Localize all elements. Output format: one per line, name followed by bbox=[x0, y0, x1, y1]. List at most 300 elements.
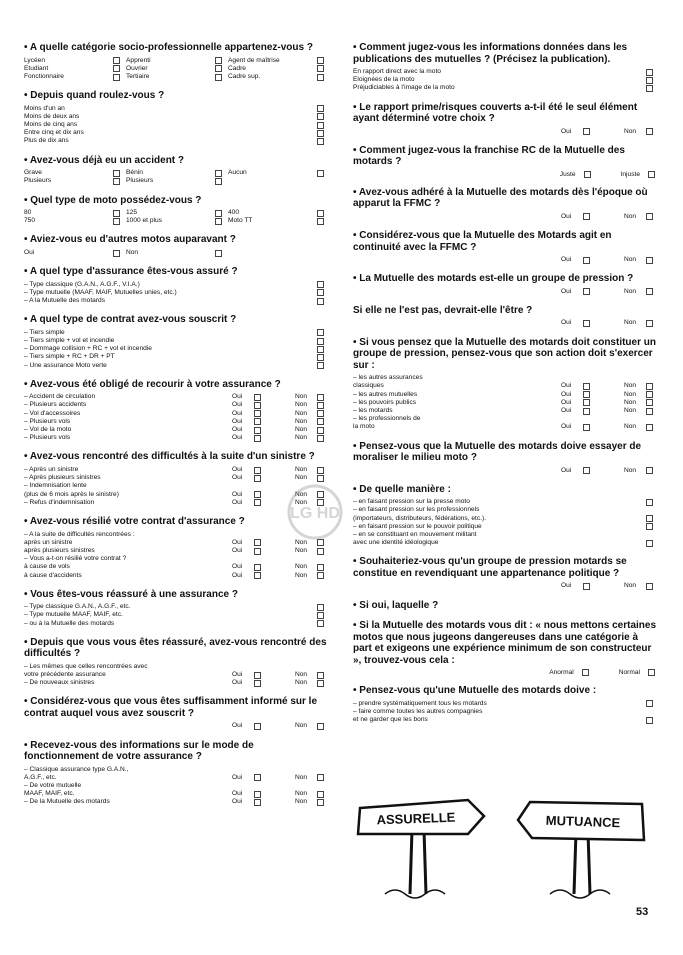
yes-no-answer bbox=[232, 790, 330, 798]
non-label: Non bbox=[295, 417, 308, 425]
option-label: (plus de 6 mois après le sinistre) bbox=[24, 490, 119, 498]
option-answer bbox=[646, 85, 659, 92]
pair-checkbox-a[interactable] bbox=[582, 669, 589, 676]
option-checkbox[interactable] bbox=[317, 113, 324, 120]
option-checkbox[interactable] bbox=[113, 218, 120, 225]
non-checkbox[interactable] bbox=[646, 467, 653, 474]
yes-no-row bbox=[353, 319, 659, 327]
oui-checkbox[interactable] bbox=[583, 213, 590, 220]
option-row bbox=[24, 113, 330, 121]
option-label: – les autres mutuelles bbox=[353, 390, 418, 398]
option-checkbox[interactable] bbox=[113, 210, 120, 217]
yes-no-row bbox=[353, 423, 659, 431]
non-checkbox[interactable] bbox=[317, 680, 324, 687]
question-section bbox=[24, 234, 330, 257]
yes-no-row bbox=[24, 418, 330, 426]
option-label: avec une identité idéologique bbox=[353, 539, 439, 547]
yes-no-row bbox=[24, 426, 330, 434]
non-label: Non bbox=[624, 390, 637, 398]
option-checkbox[interactable] bbox=[215, 170, 222, 177]
option-checkbox[interactable] bbox=[646, 77, 653, 84]
option-label: – en faisant pression sur les professionnels bbox=[353, 506, 480, 514]
question-text: • Le rapport prime/risques couverts a-t-il été le seul élément ayant déterminé votre choix ? bbox=[353, 101, 638, 125]
option-answer bbox=[317, 362, 330, 369]
question-section bbox=[24, 314, 330, 370]
oui-checkbox[interactable] bbox=[583, 391, 590, 398]
yes-no-row bbox=[353, 374, 659, 382]
option-label: Bénin bbox=[126, 169, 143, 177]
option-label: A.G.F., etc. bbox=[24, 773, 57, 781]
yes-no-answer bbox=[561, 582, 659, 590]
non-checkbox[interactable] bbox=[317, 572, 324, 579]
non-label: Non bbox=[295, 671, 308, 679]
yes-no-answer bbox=[561, 382, 659, 390]
option-checkbox[interactable] bbox=[646, 515, 653, 522]
non-checkbox[interactable] bbox=[646, 257, 653, 264]
option-cell bbox=[228, 65, 330, 73]
sign-right bbox=[518, 802, 644, 898]
oui-checkbox[interactable] bbox=[583, 408, 590, 415]
pair-label-b: Normal bbox=[618, 669, 640, 677]
option-checkbox[interactable] bbox=[317, 74, 324, 81]
non-checkbox[interactable] bbox=[646, 383, 653, 390]
option-label: Entre cinq et dix ans bbox=[24, 129, 84, 137]
option-label: Plusieurs bbox=[24, 177, 52, 185]
question-section bbox=[24, 589, 330, 628]
oui-checkbox[interactable] bbox=[254, 680, 261, 687]
option-checkbox[interactable] bbox=[113, 178, 120, 185]
oui-checkbox[interactable] bbox=[583, 320, 590, 327]
option-cell bbox=[24, 57, 126, 65]
oui-checkbox[interactable] bbox=[583, 128, 590, 135]
oui-label: Oui bbox=[232, 434, 243, 442]
oui-checkbox[interactable] bbox=[254, 672, 261, 679]
option-label: MAAF, MAIF, etc. bbox=[24, 790, 75, 798]
option-checkbox[interactable] bbox=[317, 57, 324, 64]
non-checkbox[interactable] bbox=[317, 672, 324, 679]
option-checkbox[interactable] bbox=[646, 700, 653, 707]
yes-no-row bbox=[353, 582, 659, 590]
oui-checkbox[interactable] bbox=[583, 424, 590, 431]
question-section bbox=[24, 42, 330, 81]
yes-no-row bbox=[353, 391, 659, 399]
option-checkbox[interactable] bbox=[113, 74, 120, 81]
option-answer bbox=[317, 122, 330, 129]
question-text: • Depuis quand roulez-vous ? bbox=[24, 90, 165, 102]
option-row bbox=[24, 281, 330, 289]
oui-checkbox[interactable] bbox=[254, 774, 261, 781]
option-checkbox[interactable] bbox=[317, 170, 324, 177]
question-section bbox=[353, 620, 659, 676]
pair-checkbox-b[interactable] bbox=[648, 669, 655, 676]
question-section bbox=[353, 600, 659, 612]
option-label: Eloignées de la moto bbox=[353, 76, 415, 84]
oui-checkbox[interactable] bbox=[254, 564, 261, 571]
pair-answer bbox=[353, 669, 659, 676]
option-label: – prendre systématiquement tous les motards bbox=[353, 699, 487, 707]
option-cell bbox=[126, 65, 228, 73]
option-label: Moins d'un an bbox=[24, 104, 65, 112]
option-checkbox[interactable] bbox=[646, 540, 653, 547]
non-checkbox[interactable] bbox=[317, 467, 324, 474]
yes-no-row bbox=[24, 401, 330, 409]
yes-no-answer bbox=[561, 467, 659, 475]
option-answer bbox=[646, 515, 659, 522]
option-checkbox[interactable] bbox=[113, 250, 120, 257]
option-label: – Après plusieurs sinistres bbox=[24, 474, 101, 482]
option-cell bbox=[24, 249, 126, 257]
option-answer bbox=[317, 354, 330, 361]
oui-checkbox[interactable] bbox=[254, 394, 261, 401]
yes-no-answer bbox=[561, 407, 659, 415]
option-checkbox[interactable] bbox=[317, 65, 324, 72]
question-section bbox=[353, 556, 659, 590]
option-label: Moto TT bbox=[228, 217, 253, 225]
question-section bbox=[24, 379, 330, 443]
option-checkbox[interactable] bbox=[317, 210, 324, 217]
pair-label-b: Injuste bbox=[620, 170, 640, 178]
oui-label: Oui bbox=[561, 390, 572, 398]
oui-label: Oui bbox=[232, 490, 243, 498]
non-checkbox[interactable] bbox=[646, 128, 653, 135]
pair-checkbox-b[interactable] bbox=[648, 171, 655, 178]
option-answer bbox=[646, 77, 659, 84]
yes-no-answer bbox=[232, 393, 330, 401]
option-checkbox[interactable] bbox=[317, 218, 324, 225]
non-checkbox[interactable] bbox=[317, 564, 324, 571]
question-text: • Souhaiteriez-vous qu'un groupe de pression motards se constitue en revendiquant une appartenance politique ? bbox=[353, 556, 627, 579]
question-text: • Pensez-vous que la Mutuelle des motards doive essayer de moraliser le milieu moto ? bbox=[353, 440, 642, 464]
option-checkbox[interactable] bbox=[215, 210, 222, 217]
left-column bbox=[24, 42, 330, 816]
option-checkbox[interactable] bbox=[317, 346, 324, 353]
signs-illustration bbox=[350, 790, 660, 900]
non-checkbox[interactable] bbox=[317, 791, 324, 798]
oui-checkbox[interactable] bbox=[583, 583, 590, 590]
question-section bbox=[24, 637, 330, 688]
yes-no-row bbox=[24, 410, 330, 418]
non-label: Non bbox=[295, 434, 308, 442]
non-checkbox[interactable] bbox=[317, 548, 324, 555]
option-checkbox[interactable] bbox=[113, 57, 120, 64]
option-label: – Tiers simple bbox=[24, 328, 65, 336]
yes-no-answer bbox=[232, 798, 330, 806]
option-checkbox[interactable] bbox=[646, 85, 653, 92]
option-checkbox[interactable] bbox=[317, 354, 324, 361]
yes-no-row bbox=[24, 572, 330, 580]
oui-checkbox[interactable] bbox=[254, 499, 261, 506]
question-text: • Considérez-vous que vous êtes suffisamment informé sur le contrat auquel vous avez souscrit ? bbox=[24, 696, 318, 719]
oui-checkbox[interactable] bbox=[254, 402, 261, 409]
oui-checkbox[interactable] bbox=[254, 410, 261, 417]
option-checkbox[interactable] bbox=[317, 138, 324, 145]
yes-no-row bbox=[24, 671, 330, 679]
question-text: • Avez-vous résilié votre contrat d'assurance ? bbox=[24, 516, 245, 527]
question-section bbox=[24, 740, 330, 807]
non-checkbox[interactable] bbox=[646, 583, 653, 590]
option-answer bbox=[317, 289, 330, 296]
option-label: Moins de cinq ans bbox=[24, 121, 78, 129]
non-checkbox[interactable] bbox=[646, 391, 653, 398]
option-row bbox=[353, 515, 659, 523]
option-checkbox[interactable] bbox=[317, 612, 324, 619]
option-label: – Vol d'accessoires bbox=[24, 409, 81, 417]
oui-label: Oui bbox=[232, 671, 243, 679]
option-label: – les autres assurances bbox=[353, 374, 423, 382]
option-checkbox[interactable] bbox=[317, 298, 324, 305]
yes-no-row bbox=[24, 434, 330, 442]
question-section bbox=[353, 230, 659, 264]
non-checkbox[interactable] bbox=[646, 408, 653, 415]
option-checkbox[interactable] bbox=[646, 523, 653, 530]
non-label: Non bbox=[624, 287, 637, 295]
non-label: Non bbox=[624, 398, 637, 406]
question-section bbox=[24, 266, 330, 305]
non-checkbox[interactable] bbox=[317, 394, 324, 401]
option-row bbox=[353, 523, 659, 531]
sign-right-text: MUTUANCE bbox=[545, 812, 621, 831]
oui-label: Oui bbox=[232, 465, 243, 473]
option-row bbox=[353, 76, 659, 84]
option-checkbox[interactable] bbox=[317, 620, 324, 627]
option-label: Plus de dix ans bbox=[24, 137, 69, 145]
option-answer bbox=[646, 523, 659, 530]
oui-checkbox[interactable] bbox=[254, 799, 261, 806]
oui-checkbox[interactable] bbox=[583, 257, 590, 264]
question-section bbox=[353, 337, 659, 432]
yes-no-answer bbox=[561, 399, 659, 407]
yes-no-answer bbox=[232, 722, 330, 730]
yes-no-answer bbox=[232, 434, 330, 442]
oui-checkbox[interactable] bbox=[254, 539, 261, 546]
question-text: • Comment jugez-vous la franchise RC de la Mutuelle des motards ? bbox=[353, 144, 625, 168]
oui-checkbox[interactable] bbox=[254, 723, 261, 730]
option-checkbox[interactable] bbox=[215, 250, 222, 257]
option-label: classiques bbox=[353, 382, 384, 390]
oui-label: Oui bbox=[561, 256, 572, 264]
non-checkbox[interactable] bbox=[317, 427, 324, 434]
option-label: après un sinistre bbox=[24, 538, 73, 546]
oui-checkbox[interactable] bbox=[254, 418, 261, 425]
non-checkbox[interactable] bbox=[317, 410, 324, 417]
non-label: Non bbox=[295, 498, 308, 506]
oui-label: Oui bbox=[232, 773, 243, 781]
option-checkbox[interactable] bbox=[317, 122, 324, 129]
yes-no-row bbox=[24, 798, 330, 806]
option-answer bbox=[317, 346, 330, 353]
option-checkbox[interactable] bbox=[646, 69, 653, 76]
oui-checkbox[interactable] bbox=[583, 399, 590, 406]
yes-no-answer bbox=[561, 128, 659, 136]
non-checkbox[interactable] bbox=[317, 774, 324, 781]
non-label: Non bbox=[624, 466, 637, 474]
option-answer bbox=[646, 69, 659, 76]
option-label: à cause d'accidents bbox=[24, 571, 82, 579]
non-checkbox[interactable] bbox=[646, 213, 653, 220]
question-text: • Recevez-vous des informations sur le mode de fonctionnement de votre assurance ? bbox=[24, 739, 254, 763]
option-grid bbox=[24, 249, 330, 257]
oui-label: Oui bbox=[232, 571, 243, 579]
non-label: Non bbox=[295, 722, 308, 730]
option-label: Lycéen bbox=[24, 56, 46, 64]
option-checkbox[interactable] bbox=[317, 329, 324, 336]
non-checkbox[interactable] bbox=[646, 424, 653, 431]
oui-label: Oui bbox=[232, 474, 243, 482]
option-checkbox[interactable] bbox=[317, 130, 324, 137]
pair-label-a: Juste bbox=[559, 170, 576, 178]
option-checkbox[interactable] bbox=[317, 281, 324, 288]
non-label: Non bbox=[295, 571, 308, 579]
question-text: • Vous êtes-vous réassuré à une assurance ? bbox=[24, 588, 238, 600]
non-checkbox[interactable] bbox=[646, 320, 653, 327]
option-label: – les motards bbox=[353, 406, 393, 414]
non-label: Non bbox=[624, 256, 637, 264]
oui-checkbox[interactable] bbox=[254, 791, 261, 798]
option-row bbox=[24, 297, 330, 305]
oui-checkbox[interactable] bbox=[254, 435, 261, 442]
question-text: • Pensez-vous qu'une Mutuelle des motards doive : bbox=[353, 685, 597, 697]
oui-label: Oui bbox=[232, 401, 243, 409]
yes-no-answer bbox=[561, 256, 659, 264]
yes-no-answer bbox=[561, 213, 659, 221]
option-cell bbox=[126, 177, 228, 185]
spacer bbox=[597, 669, 611, 676]
yes-no-row bbox=[24, 782, 330, 790]
option-checkbox[interactable] bbox=[317, 338, 324, 345]
option-label: – Les mêmes que celles rencontrées avec bbox=[24, 662, 148, 670]
question-text: • De quelle manière : bbox=[353, 483, 451, 495]
question-section bbox=[353, 484, 659, 548]
non-checkbox[interactable] bbox=[317, 418, 324, 425]
yes-no-answer bbox=[232, 572, 330, 580]
non-checkbox[interactable] bbox=[317, 402, 324, 409]
option-label: Ouvrier bbox=[126, 64, 148, 72]
option-label: – Accident de circulation bbox=[24, 393, 96, 401]
yes-no-row bbox=[24, 766, 330, 774]
option-checkbox[interactable] bbox=[113, 170, 120, 177]
oui-checkbox[interactable] bbox=[583, 383, 590, 390]
option-checkbox[interactable] bbox=[317, 105, 324, 112]
non-checkbox[interactable] bbox=[317, 435, 324, 442]
option-cell bbox=[126, 57, 228, 65]
question-text: • Comment jugez-vous les informations données dans les publications des mutuelles ? (Précisez la publication). bbox=[353, 42, 628, 65]
option-label: Aucun bbox=[228, 169, 247, 177]
yes-no-answer bbox=[232, 418, 330, 426]
non-label: Non bbox=[295, 798, 308, 806]
oui-checkbox[interactable] bbox=[583, 288, 590, 295]
option-checkbox[interactable] bbox=[317, 289, 324, 296]
question-text: • A quel type d'assurance êtes-vous assuré ? bbox=[24, 266, 238, 278]
option-label: à cause de vols bbox=[24, 563, 70, 571]
option-checkbox[interactable] bbox=[646, 499, 653, 506]
question-text: • Quel type de moto possédez-vous ? bbox=[24, 194, 202, 206]
oui-checkbox[interactable] bbox=[254, 475, 261, 482]
option-checkbox[interactable] bbox=[317, 362, 324, 369]
question-section bbox=[353, 305, 659, 328]
option-label: 1000 et plus bbox=[126, 217, 162, 225]
oui-checkbox[interactable] bbox=[254, 572, 261, 579]
option-checkbox[interactable] bbox=[113, 65, 120, 72]
question-text: • Avez-vous déjà eu un accident ? bbox=[24, 154, 185, 166]
non-label: Non bbox=[624, 127, 637, 135]
yes-no-answer bbox=[232, 410, 330, 418]
option-label: Cadre sup. bbox=[228, 72, 261, 80]
option-label: – Type classique G.A.N., A.G.F., etc. bbox=[24, 603, 131, 611]
pair-checkbox-a[interactable] bbox=[584, 171, 591, 178]
option-label: et ne garder que les bons bbox=[353, 716, 428, 724]
question-text: Si elle ne l'est pas, devrait-elle l'être ? bbox=[353, 304, 533, 316]
oui-label: Oui bbox=[561, 382, 572, 390]
question-text: • Si vous pensez que la Mutuelle des motards doit constituer un groupe de pression, pensez-vous que son action doit s'exercer sur : bbox=[353, 336, 656, 371]
option-label: – Plusieurs vols bbox=[24, 417, 71, 425]
yes-no-row bbox=[24, 790, 330, 798]
oui-checkbox[interactable] bbox=[254, 427, 261, 434]
option-label: – Classique assurance type G.A.N., bbox=[24, 765, 129, 773]
yes-no-row bbox=[353, 407, 659, 415]
non-label: Non bbox=[295, 474, 308, 482]
option-grid bbox=[24, 57, 330, 82]
option-cell bbox=[126, 73, 228, 81]
option-checkbox[interactable] bbox=[215, 218, 222, 225]
option-cell bbox=[126, 217, 228, 225]
option-answer bbox=[317, 281, 330, 288]
question-text: • Considérez-vous que la Mutuelle des Motards agit en continuité avec la FFMC ? bbox=[353, 230, 612, 253]
option-checkbox[interactable] bbox=[215, 74, 222, 81]
oui-label: Oui bbox=[232, 546, 243, 554]
option-cell bbox=[126, 169, 228, 177]
non-label: Non bbox=[295, 790, 308, 798]
oui-label: Oui bbox=[561, 398, 572, 406]
option-cell bbox=[24, 73, 126, 81]
question-section bbox=[353, 441, 659, 475]
option-checkbox[interactable] bbox=[215, 57, 222, 64]
option-label: Moins de deux ans bbox=[24, 112, 80, 120]
option-checkbox[interactable] bbox=[646, 717, 653, 724]
oui-checkbox[interactable] bbox=[254, 491, 261, 498]
watermark-text: LG HD bbox=[290, 505, 340, 522]
question-text: • Avez-vous rencontré des difficultés à la suite d'un sinistre ? bbox=[24, 451, 315, 463]
option-checkbox[interactable] bbox=[317, 604, 324, 611]
oui-label: Oui bbox=[232, 679, 243, 687]
oui-checkbox[interactable] bbox=[254, 548, 261, 555]
option-label: – Tiers simple + vol et incendie bbox=[24, 336, 115, 344]
oui-checkbox[interactable] bbox=[583, 467, 590, 474]
option-row bbox=[353, 539, 659, 547]
sign-left-text: ASSURELLE bbox=[376, 809, 456, 828]
option-grid bbox=[24, 169, 330, 185]
option-checkbox[interactable] bbox=[215, 65, 222, 72]
yes-no-row bbox=[353, 213, 659, 221]
oui-label: Oui bbox=[232, 798, 243, 806]
yes-no-answer bbox=[561, 288, 659, 296]
option-label: 400 bbox=[228, 209, 240, 217]
non-checkbox[interactable] bbox=[317, 723, 324, 730]
yes-no-answer bbox=[232, 774, 330, 782]
oui-checkbox[interactable] bbox=[254, 467, 261, 474]
option-label: (importateurs, distributeurs, fédérations, etc.). bbox=[353, 514, 487, 522]
yes-no-row bbox=[24, 555, 330, 563]
option-checkbox[interactable] bbox=[215, 178, 222, 185]
non-checkbox[interactable] bbox=[646, 288, 653, 295]
non-checkbox[interactable] bbox=[317, 799, 324, 806]
non-checkbox[interactable] bbox=[646, 399, 653, 406]
question-section bbox=[24, 195, 330, 226]
yes-no-row bbox=[24, 393, 330, 401]
page-number: 53 bbox=[636, 906, 649, 918]
non-label: Non bbox=[295, 546, 308, 554]
non-checkbox[interactable] bbox=[317, 475, 324, 482]
question-text: • Avez-vous été obligé de recourir à votre assurance ? bbox=[24, 378, 281, 390]
